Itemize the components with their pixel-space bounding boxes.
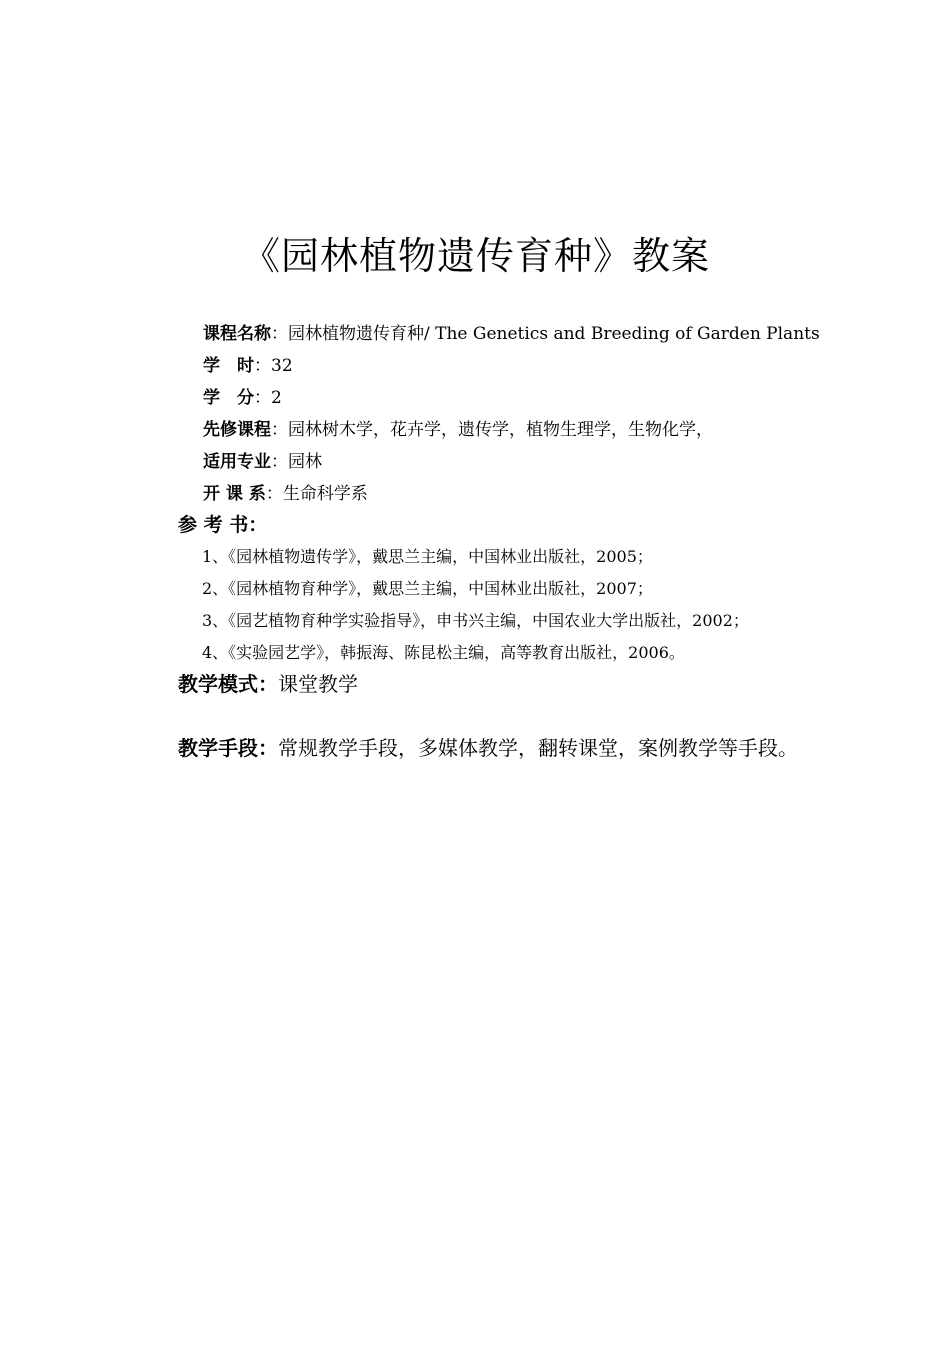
references-heading: 参 考 书：: [178, 514, 268, 536]
credit-hours-label: 学 时: [203, 356, 254, 376]
course-name-sep: ：: [271, 324, 288, 344]
credits-sep: ：: [254, 388, 271, 408]
credits-label: 学 分: [203, 388, 254, 408]
credit-hours-row: [203, 350, 903, 382]
major-value: 园林: [288, 452, 322, 472]
department-label: 开 课 系: [203, 484, 266, 504]
course-info-block: [203, 318, 903, 510]
teaching-means-value: 常规教学手段，多媒体教学，翻转课堂，案例教学等手段。: [278, 736, 798, 760]
credits-value: 2: [271, 388, 282, 408]
reference-item: 4、《实验园艺学》，韩振海、陈昆松主编，高等教育出版社，2006。: [202, 643, 685, 662]
department-sep: ：: [265, 484, 283, 504]
teaching-mode-label: 教学模式：: [178, 672, 278, 696]
reference-item: 1、《园林植物遗传学》，戴思兰主编，中国林业出版社，2005；: [202, 547, 653, 566]
teaching-mode-line: [178, 668, 358, 700]
teaching-mode-value: 课堂教学: [278, 672, 358, 696]
credit-hours-sep: ：: [254, 356, 271, 376]
credits-row: [203, 382, 903, 414]
teaching-means-label: 教学手段：: [178, 736, 278, 760]
major-row: [203, 446, 903, 478]
teaching-means-line: [178, 732, 798, 764]
course-name-label: 课程名称: [203, 324, 271, 344]
department-value: 生命科学系: [282, 484, 368, 504]
prerequisites-label: 先修课程: [203, 420, 271, 440]
major-label: 适用专业: [203, 452, 271, 472]
page-title: 《园林植物遗传育种》教案: [241, 234, 710, 278]
credit-hours-value: 32: [271, 356, 293, 376]
major-sep: ：: [271, 452, 288, 472]
reference-item: 2、《园林植物育种学》，戴思兰主编，中国林业出版社，2007；: [202, 579, 653, 598]
prerequisites-row: [203, 414, 903, 446]
references-list: [202, 541, 922, 669]
prerequisites-value: 园林树木学，花卉学，遗传学，植物生理学，生物化学，: [288, 420, 713, 440]
course-name-value: 园林植物遗传育种/ The Genetics and Breeding of Garden Plants: [288, 324, 820, 344]
department-row: [203, 478, 903, 510]
prerequisites-sep: ：: [271, 420, 288, 440]
course-name-row: [203, 318, 903, 350]
reference-item: 3、《园艺植物育种学实验指导》，申书兴主编，中国农业大学出版社，2002；: [202, 611, 749, 630]
